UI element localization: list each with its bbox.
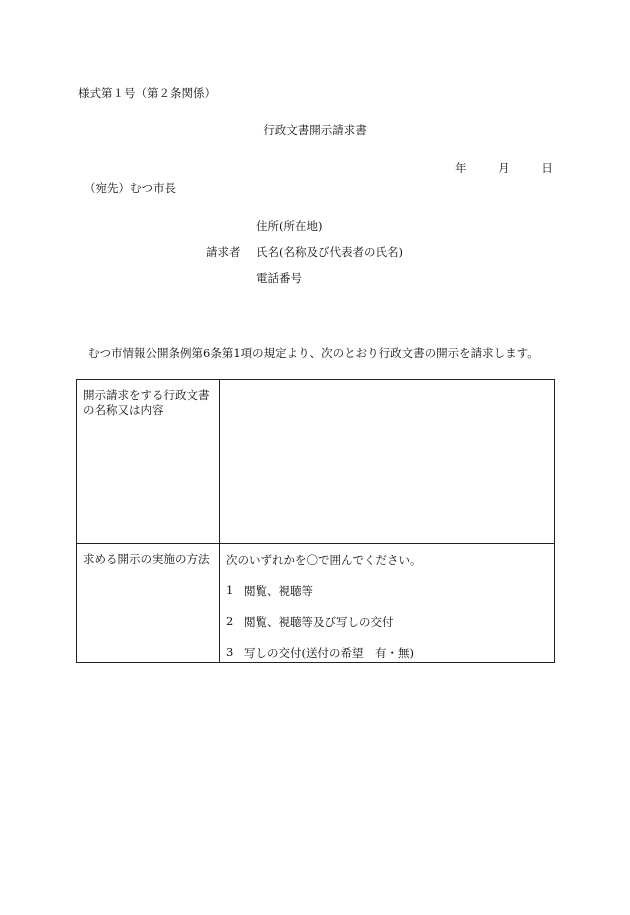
option-text: 閲覧、視聴等及び写しの交付 xyxy=(244,615,394,629)
method-option-3[interactable] xyxy=(220,645,554,661)
document-name-field[interactable] xyxy=(220,380,555,544)
date-month-label: 月 xyxy=(498,161,510,175)
table-row-document xyxy=(77,380,555,544)
document-name-header xyxy=(77,380,220,544)
option-text: 写しの交付(送付の希望 有・無) xyxy=(244,646,414,660)
option-text: 閲覧、視聴等 xyxy=(244,584,313,598)
method-instruction: 次のいずれかを〇で囲んでください。 xyxy=(226,553,422,567)
disclosure-method-header-text: 求める開示の実施の方法 xyxy=(83,552,210,566)
option-number: 3 xyxy=(226,645,234,659)
address-label: 住所(所在地) xyxy=(256,219,323,233)
method-option-1[interactable] xyxy=(220,583,554,599)
option-number: 1 xyxy=(226,583,234,597)
recipient: （宛先）むつ市長 xyxy=(84,181,176,195)
document-name-header-text: 開示請求をする行政文書の名称又は内容 xyxy=(83,388,210,417)
date-day-label: 日 xyxy=(541,161,553,175)
request-statement: むつ市情報公開条例第6条第1項の規定より、次のとおり行政文書の開示を請求します。 xyxy=(88,346,539,360)
method-option-2[interactable] xyxy=(220,614,554,630)
date-year-label: 年 xyxy=(455,161,467,175)
date-line xyxy=(455,160,553,176)
form-number: 様式第１号（第２条関係） xyxy=(78,86,216,100)
disclosure-method-field xyxy=(220,544,555,663)
table-row-method xyxy=(77,544,555,663)
phone-label: 電話番号 xyxy=(256,271,302,285)
requester-label: 請求者 xyxy=(206,245,241,259)
document-name-value xyxy=(220,380,554,388)
document-title: 行政文書開示請求書 xyxy=(263,123,367,137)
option-number: 2 xyxy=(226,614,234,628)
name-label: 氏名(名称及び代表者の氏名) xyxy=(256,245,403,259)
disclosure-method-header xyxy=(77,544,220,663)
request-table xyxy=(76,379,555,663)
